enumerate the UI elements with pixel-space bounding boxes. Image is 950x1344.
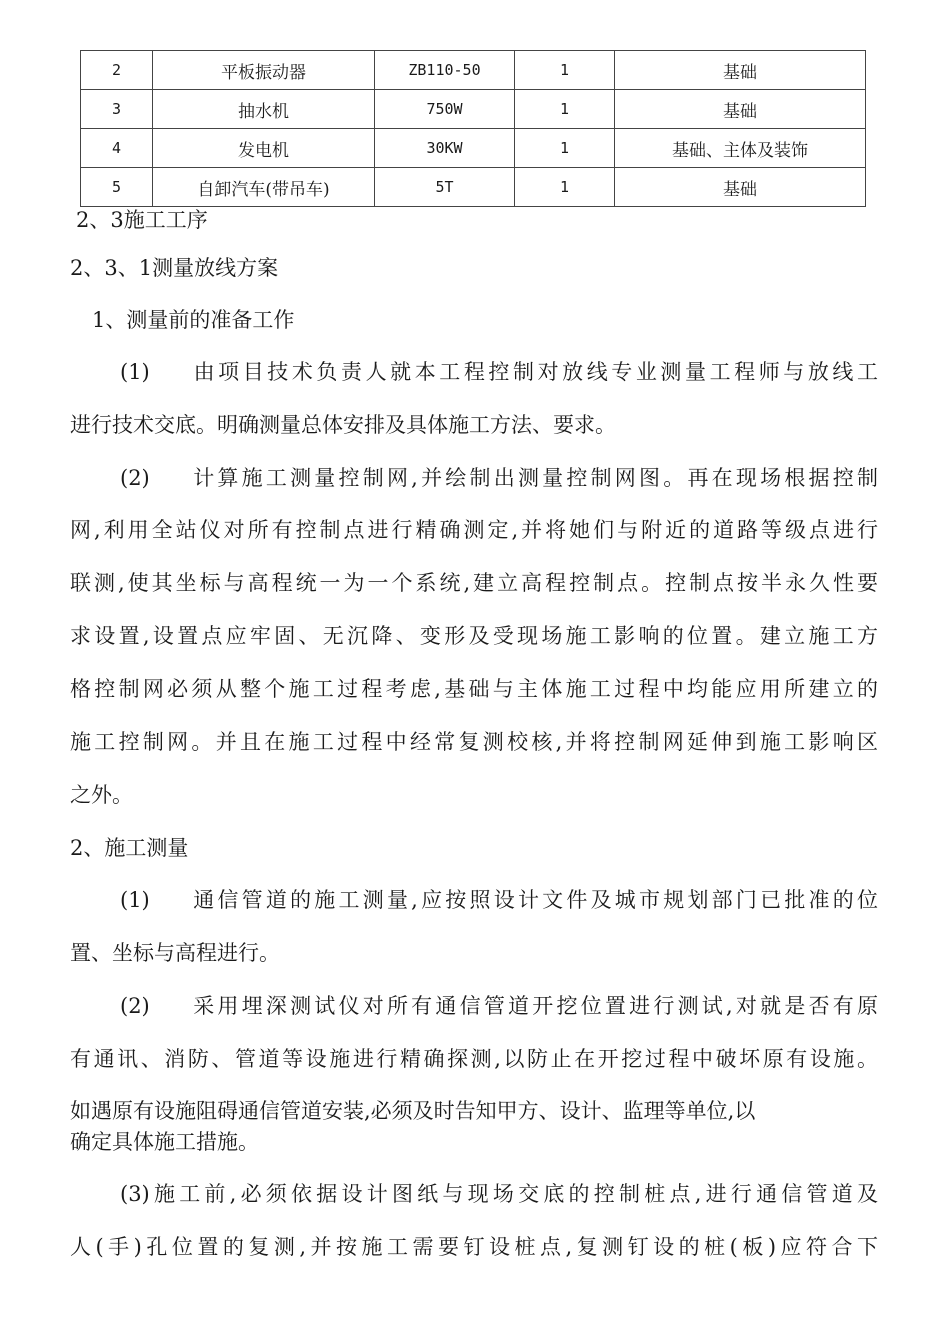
paragraph-line: 如遇原有设施阻碍通信管道安装,必须及时告知甲方、设计、监理等单位,以 (70, 1099, 756, 1123)
cell-qty: 1 (515, 168, 615, 207)
paragraph-line: 网,利用全站仪对所有控制点进行精确测定,并将她们与附近的道路等级点进行 (70, 518, 878, 542)
item-marker: (1) (120, 360, 150, 384)
subheading-preparation: 1、测量前的准备工作 (92, 308, 295, 332)
paragraph-line (120, 464, 878, 492)
paragraph-line: 人(手)孔位置的复测,并按施工需要钉设桩点,复测钉设的桩(板)应符合下 (70, 1235, 878, 1259)
section-heading-2-3: 2、3施工工序 (76, 208, 208, 232)
paragraph-text: 采用埋深测试仪对所有通信管道开挖位置进行测试,对就是否有原 (190, 994, 878, 1018)
cell-name: 抽水机 (153, 90, 375, 129)
equipment-table (80, 50, 866, 207)
cell-no: 3 (81, 90, 153, 129)
paragraph-line: (3)施工前,必须依据设计图纸与现场交底的控制桩点,进行通信管道及 (120, 1182, 878, 1206)
cell-model: 5T (375, 168, 515, 207)
item-marker: (2) (120, 466, 150, 490)
cell-no: 4 (81, 129, 153, 168)
cell-model: ZB110-50 (375, 51, 515, 90)
paragraph-text: 计算施工测量控制网,并绘制出测量控制网图。再在现场根据控制 (190, 466, 878, 490)
paragraph-line: 求设置,设置点应牢固、无沉降、变形及受现场施工影响的位置。建立施工方 (70, 624, 878, 648)
paragraph-line: 进行技术交底。明确测量总体安排及具体施工方法、要求。 (70, 413, 616, 437)
table-row (81, 129, 866, 168)
paragraph-line: 联测,使其坐标与高程统一为一个系统,建立高程控制点。控制点按半永久性要 (70, 571, 878, 595)
paragraph-text: 由项目技术负责人就本工程控制对放线专业测量工程师与放线工 (190, 360, 878, 384)
cell-model: 30KW (375, 129, 515, 168)
paragraph-line: 有通讯、消防、管道等设施进行精确探测,以防止在开挖过程中破坏原有设施。 (70, 1047, 878, 1071)
item-marker: (1) (120, 888, 150, 912)
cell-model: 750W (375, 90, 515, 129)
paragraph-line: 确定具体施工措施。 (70, 1130, 259, 1154)
cell-stage: 基础 (615, 90, 866, 129)
cell-no: 5 (81, 168, 153, 207)
table-row (81, 168, 866, 207)
paragraph-line: 之外。 (70, 783, 133, 807)
cell-qty: 1 (515, 129, 615, 168)
table-row (81, 90, 866, 129)
cell-name: 发电机 (153, 129, 375, 168)
cell-qty: 1 (515, 51, 615, 90)
paragraph-line: 施工控制网。并且在施工过程中经常复测校核,并将控制网延伸到施工影响区 (70, 730, 878, 754)
subheading-construction-survey: 2、施工测量 (70, 836, 189, 860)
table-row (81, 51, 866, 90)
paragraph-line (120, 992, 878, 1020)
paragraph-line (120, 358, 878, 386)
cell-no: 2 (81, 51, 153, 90)
cell-stage: 基础 (615, 51, 866, 90)
cell-stage: 基础 (615, 168, 866, 207)
cell-name: 平板振动器 (153, 51, 375, 90)
cell-name: 自卸汽车(带吊车) (153, 168, 375, 207)
cell-stage: 基础、主体及装饰 (615, 129, 866, 168)
item-marker: (2) (120, 994, 150, 1018)
section-heading-2-3-1: 2、3、1测量放线方案 (70, 256, 279, 280)
paragraph-line (120, 886, 878, 914)
paragraph-text: 通信管道的施工测量,应按照设计文件及城市规划部门已批准的位 (190, 888, 878, 912)
cell-qty: 1 (515, 90, 615, 129)
paragraph-line: 置、坐标与高程进行。 (70, 941, 280, 965)
paragraph-line: 格控制网必须从整个施工过程考虑,基础与主体施工过程中均能应用所建立的 (70, 677, 878, 701)
